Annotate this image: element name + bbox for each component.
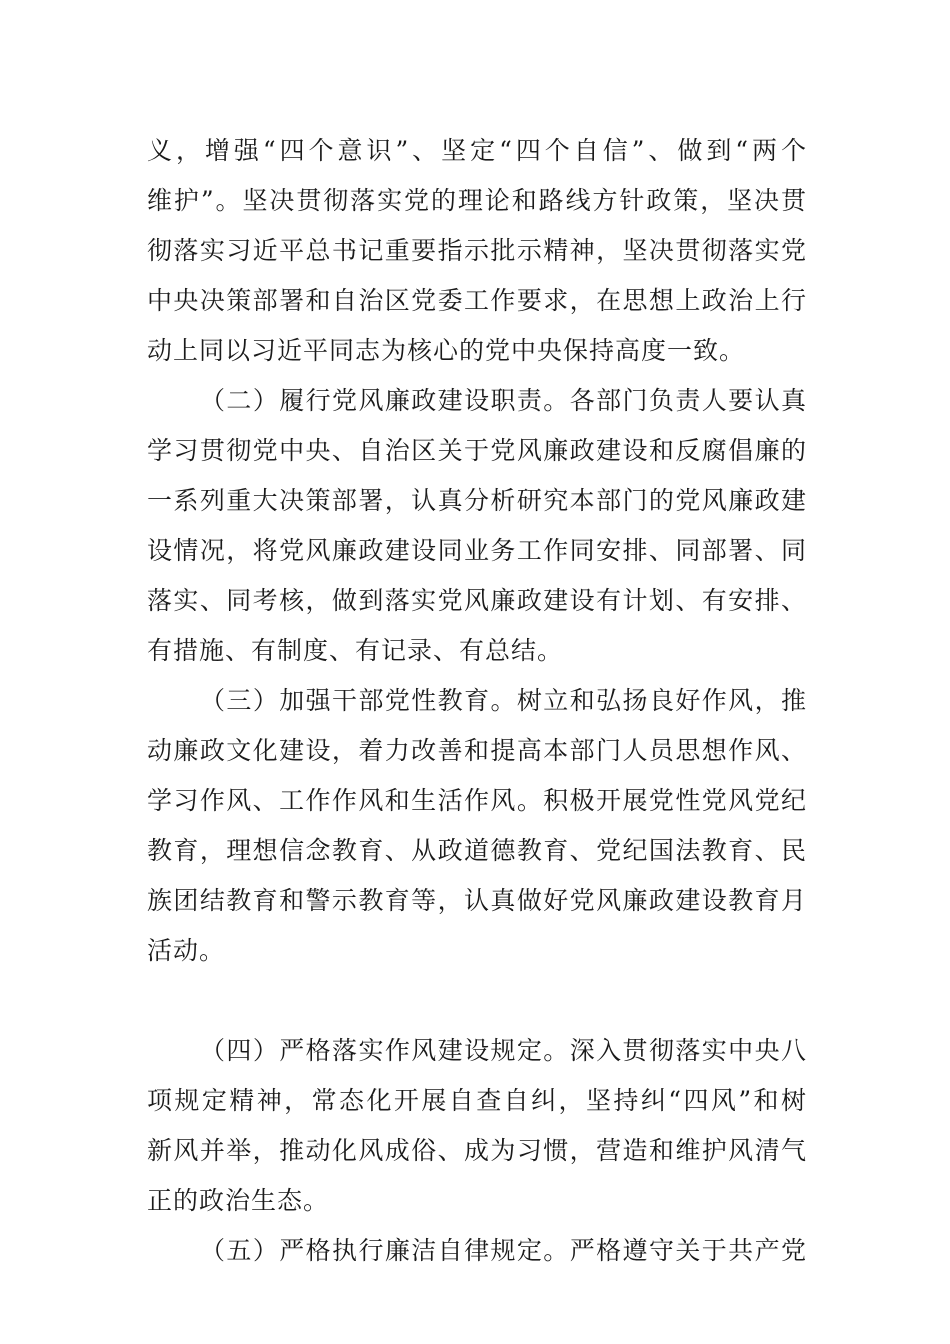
section-heading-line: （五）严格执行廉洁自律规定。严格遵守关于共产党: [200, 1236, 807, 1265]
text-line: 族团结教育和警示教育等，认真做好党风廉政建设教育月: [147, 886, 807, 915]
text-line: 动廉政文化建设，着力改善和提高本部门人员思想作风、: [147, 736, 807, 765]
text-line: 活动。: [147, 936, 226, 965]
text-line: 学习作风、工作作风和生活作风。积极开展党性党风党纪: [147, 786, 807, 815]
text-line: 新风并举，推动化风成俗、成为习惯，营造和维护风清气: [147, 1136, 807, 1165]
text-line: 设情况，将党风廉政建设同业务工作同安排、同部署、同: [147, 536, 807, 565]
text-line: 动上同以习近平同志为核心的党中央保持高度一致。: [147, 336, 746, 365]
text-line: 一系列重大决策部署，认真分析研究本部门的党风廉政建: [147, 486, 807, 515]
text-line: 落实、同考核，做到落实党风廉政建设有计划、有安排、: [147, 586, 807, 615]
section-heading-line: （三）加强干部党性教育。树立和弘扬良好作风，推: [200, 686, 807, 715]
text-line: 学习贯彻党中央、自治区关于党风廉政建设和反腐倡廉的: [147, 436, 807, 465]
section-heading-line: （二）履行党风廉政建设职责。各部门负责人要认真: [200, 386, 807, 415]
text-line: 正的政治生态。: [147, 1186, 330, 1215]
text-line: 义，增强“四个意识”、坚定“四个自信”、做到“两个: [147, 136, 807, 165]
section-heading-line: （四）严格落实作风建设规定。深入贯彻落实中央八: [200, 1036, 807, 1065]
text-line: 维护”。坚决贯彻落实党的理论和路线方针政策，坚决贯: [147, 186, 807, 215]
text-line: 有措施、有制度、有记录、有总结。: [147, 636, 564, 665]
text-line: 中央决策部署和自治区党委工作要求，在思想上政治上行: [147, 286, 807, 315]
text-line: 彻落实习近平总书记重要指示批示精神，坚决贯彻落实党: [147, 236, 807, 265]
text-line: 项规定精神，常态化开展自查自纠，坚持纠“四风”和树: [147, 1086, 807, 1115]
text-line: 教育，理想信念教育、从政道德教育、党纪国法教育、民: [147, 836, 807, 865]
